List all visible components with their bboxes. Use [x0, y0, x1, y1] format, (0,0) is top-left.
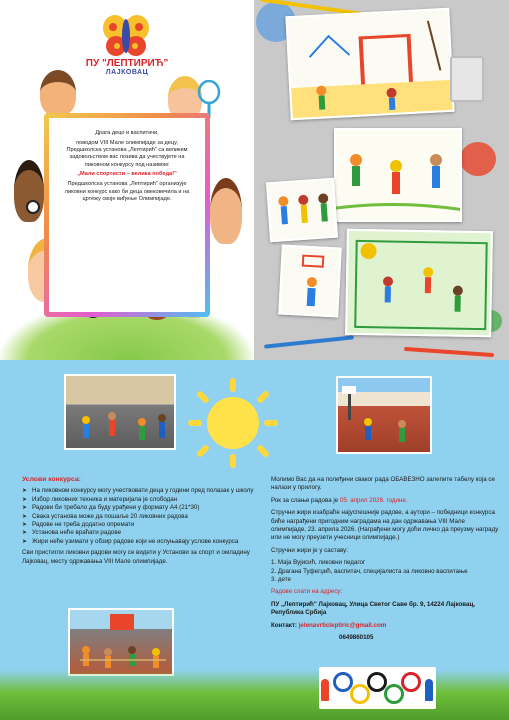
- colored-pencil: [404, 347, 494, 357]
- contest-details-panel: [0, 360, 509, 720]
- sun-ray: [264, 420, 278, 426]
- jury-list: [271, 559, 499, 584]
- event-photo: [336, 376, 432, 454]
- send-heading: Радове слати на адресу:: [271, 588, 343, 596]
- paint-cup: [450, 56, 484, 102]
- sun-ray: [188, 420, 202, 426]
- jury-intro: Стручни жири изабраће најуспешније радове, а аутори – победници конкурса биће награђени пригодним наградама на дан одржавања VIII Мале олимпијаде, 23. априла 2026. (Награђени могу доћи лично да преузму награду или не могу преузети учесници олимпијаде.): [271, 509, 499, 542]
- sun-ray: [196, 390, 210, 404]
- form-note: Молимо Вас да на полеђини сваког рада ОБАВЕЗНО залепите табелу која се налази у прилогу.: [271, 476, 495, 492]
- deadline-line: [271, 497, 499, 505]
- jury-heading: Стручни жири је у саставу:: [271, 546, 348, 554]
- list-item: 3. дете: [271, 576, 291, 584]
- colored-pencil: [264, 335, 354, 348]
- list-item: 1. Маја Вујисић, ликовни педагог: [271, 559, 366, 567]
- invitation-frame: [44, 113, 210, 317]
- deadline-label: Рок за слање радова је: [271, 496, 339, 504]
- drawings-collage: [254, 0, 509, 360]
- sun-ray: [256, 444, 270, 458]
- list-item: ➤ Радове не треба додатно опремати: [22, 521, 254, 529]
- child-illustration: [40, 70, 76, 116]
- childrens-drawing: [278, 244, 342, 317]
- ring-green: [384, 684, 404, 704]
- invitation-poster: [0, 0, 254, 360]
- invitation-greeting: Драга децо и васпитачи,: [95, 130, 159, 136]
- mailing-address: ПУ „Лептирић" Лајковац, Улица Светог Саве бр. 9, 14224 Лајковац, Република Србија: [271, 600, 475, 617]
- list-item: 2. Драгана Туфегџић, васпитач, специјалиста за ликовно васпитање: [271, 567, 468, 575]
- sun-ray: [256, 390, 270, 404]
- contact-email[interactable]: jelenavrticleptiric@gmail.com: [298, 621, 387, 629]
- childrens-drawing: [266, 178, 338, 243]
- conditions-closing: Сви пристигли ликовни радови могу се видети у Установи за спорт и омладину Лајковац, месту одржавања VIII Мале олимпијаде.: [22, 549, 250, 565]
- contact-phone: 0649860105: [339, 634, 374, 642]
- list-item: ➤ Свака установа може да пошаље 20 ликовних радова: [22, 513, 254, 521]
- soccer-ball-icon: [26, 200, 40, 214]
- child-illustration: [210, 178, 242, 244]
- invitation-purpose: Предшколска установа „Лептирић" организује ликовни конкурс како би деца овековечила и на цртежу своје виђење Олимпијаде.: [64, 181, 190, 202]
- invitation-intro: поводом VIII Мале олимпијаде за децу, Предшколска установа „Лептирић" са великим задовољством вас позива да учествујете на ликовном конкурсу под називом:: [66, 139, 188, 168]
- deadline-date: 05. април 2026. године.: [339, 496, 408, 504]
- childrens-drawing: [345, 229, 493, 338]
- child-figure: [425, 679, 433, 701]
- list-item: ➤ На ликовном конкурсу могу учествовати деца у години пред полазак у школу: [22, 487, 254, 495]
- list-item: ➤ Жири неће узимати у обзир радове који не испуњавају услове конкурса: [22, 538, 254, 546]
- sun-icon: [207, 397, 259, 449]
- contest-title: „Мали спортисти – велика победа!": [77, 171, 177, 178]
- organization-name: ПУ "ЛЕПТИРИЋ": [85, 58, 169, 69]
- contact-line: [271, 622, 499, 630]
- conditions-heading: Услови конкурса:: [22, 476, 81, 483]
- childrens-drawing: [285, 8, 454, 120]
- organization-place: ЛАЈКОВАЦ: [105, 69, 149, 76]
- paint-splash: [460, 142, 496, 176]
- child-figure: [321, 679, 329, 701]
- list-item: ➤ Радови би требало да буду урађени у формату А4 (21*30): [22, 504, 254, 512]
- ring-yellow: [350, 684, 370, 704]
- sun-ray: [230, 378, 236, 392]
- contact-label: Контакт:: [271, 621, 297, 629]
- event-photo: [64, 374, 176, 450]
- contest-conditions: [22, 476, 254, 566]
- contest-details: [271, 476, 499, 647]
- conditions-list: [22, 487, 254, 546]
- butterfly-logo-icon: [102, 12, 150, 58]
- sun-ray: [196, 444, 210, 458]
- list-item: ➤ Избор ликовних техника и материјала је слободан: [22, 496, 254, 504]
- event-photo: [68, 608, 174, 676]
- ring-red: [401, 672, 421, 692]
- list-item: ➤ Установа неће враћати радове: [22, 529, 254, 537]
- childrens-drawing: [334, 128, 462, 222]
- sun-ray: [230, 454, 236, 468]
- olympic-rings-icon: [319, 667, 436, 709]
